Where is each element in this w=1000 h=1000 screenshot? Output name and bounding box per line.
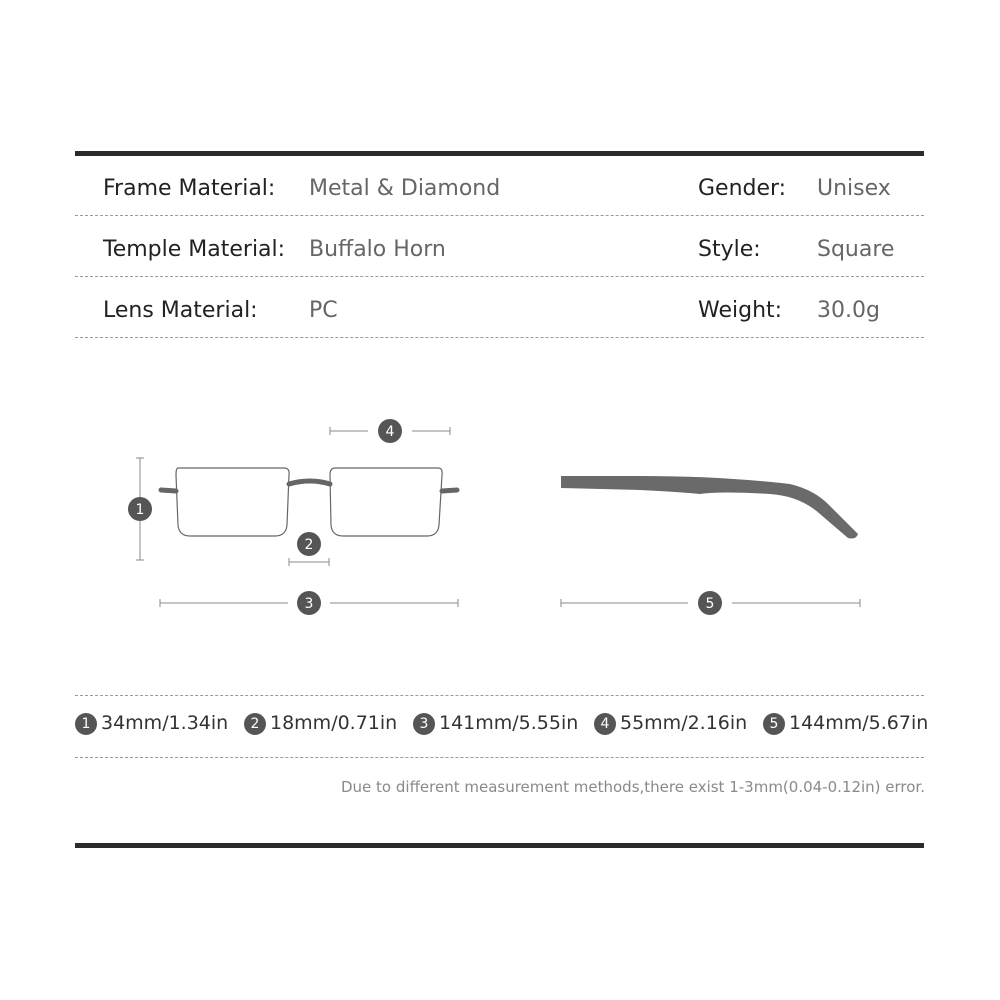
measurement-number: 1 — [75, 713, 97, 735]
marker-2 — [297, 532, 321, 556]
measurement-value: 55mm/2.16in — [620, 712, 748, 734]
svg-text:1: 1 — [135, 502, 145, 518]
measurement-value: 144mm/5.67in — [789, 712, 929, 734]
lens-material-label: Lens Material: — [103, 298, 258, 323]
temple-material-value: Buffalo Horn — [309, 237, 446, 262]
measurement-number: 3 — [413, 713, 435, 735]
divider — [75, 757, 924, 758]
spec-row-lens — [0, 290, 1000, 330]
divider — [75, 276, 924, 277]
dimension-lines — [136, 427, 860, 607]
frame-material-label: Frame Material: — [103, 176, 276, 201]
divider — [75, 695, 924, 696]
temple-side-icon — [561, 476, 858, 539]
divider — [75, 337, 924, 338]
gender-label: Gender: — [698, 176, 787, 201]
spec-row-frame — [0, 168, 1000, 208]
measurement-number: 5 — [763, 713, 785, 735]
measurement-error-note: Due to different measurement methods,there exist 1-3mm(0.04-0.12in) error. — [341, 778, 925, 796]
svg-text:2: 2 — [304, 537, 314, 553]
svg-text:4: 4 — [385, 424, 395, 440]
style-label: Style: — [698, 237, 761, 262]
measurement-number: 4 — [594, 713, 616, 735]
divider — [75, 215, 924, 216]
svg-text:3: 3 — [304, 596, 314, 612]
measurement-3 — [413, 712, 578, 735]
weight-label: Weight: — [698, 298, 783, 323]
measurement-4 — [594, 712, 747, 735]
gender-value: Unisex — [817, 176, 891, 201]
measurement-2 — [244, 712, 397, 735]
spec-row-temple — [0, 229, 1000, 269]
style-value: Square — [817, 237, 895, 262]
marker-3 — [297, 591, 321, 615]
temple-material-label: Temple Material: — [103, 237, 286, 262]
measurement-value: 141mm/5.55in — [439, 712, 579, 734]
measurement-5 — [763, 712, 928, 735]
marker-4 — [378, 419, 402, 443]
glasses-front-icon — [161, 468, 457, 536]
frame-material-value: Metal & Diamond — [309, 176, 501, 201]
top-rule — [75, 151, 924, 156]
marker-1 — [128, 497, 152, 521]
svg-text:5: 5 — [705, 596, 715, 612]
bottom-rule — [75, 843, 924, 848]
lens-material-value: PC — [309, 298, 338, 323]
marker-5 — [698, 591, 722, 615]
measurement-value: 18mm/0.71in — [270, 712, 398, 734]
glasses-dimension-diagram — [0, 380, 1000, 640]
measurement-number: 2 — [244, 713, 266, 735]
measurement-1 — [75, 712, 228, 735]
measurement-value: 34mm/1.34in — [101, 712, 229, 734]
weight-value: 30.0g — [817, 298, 880, 323]
